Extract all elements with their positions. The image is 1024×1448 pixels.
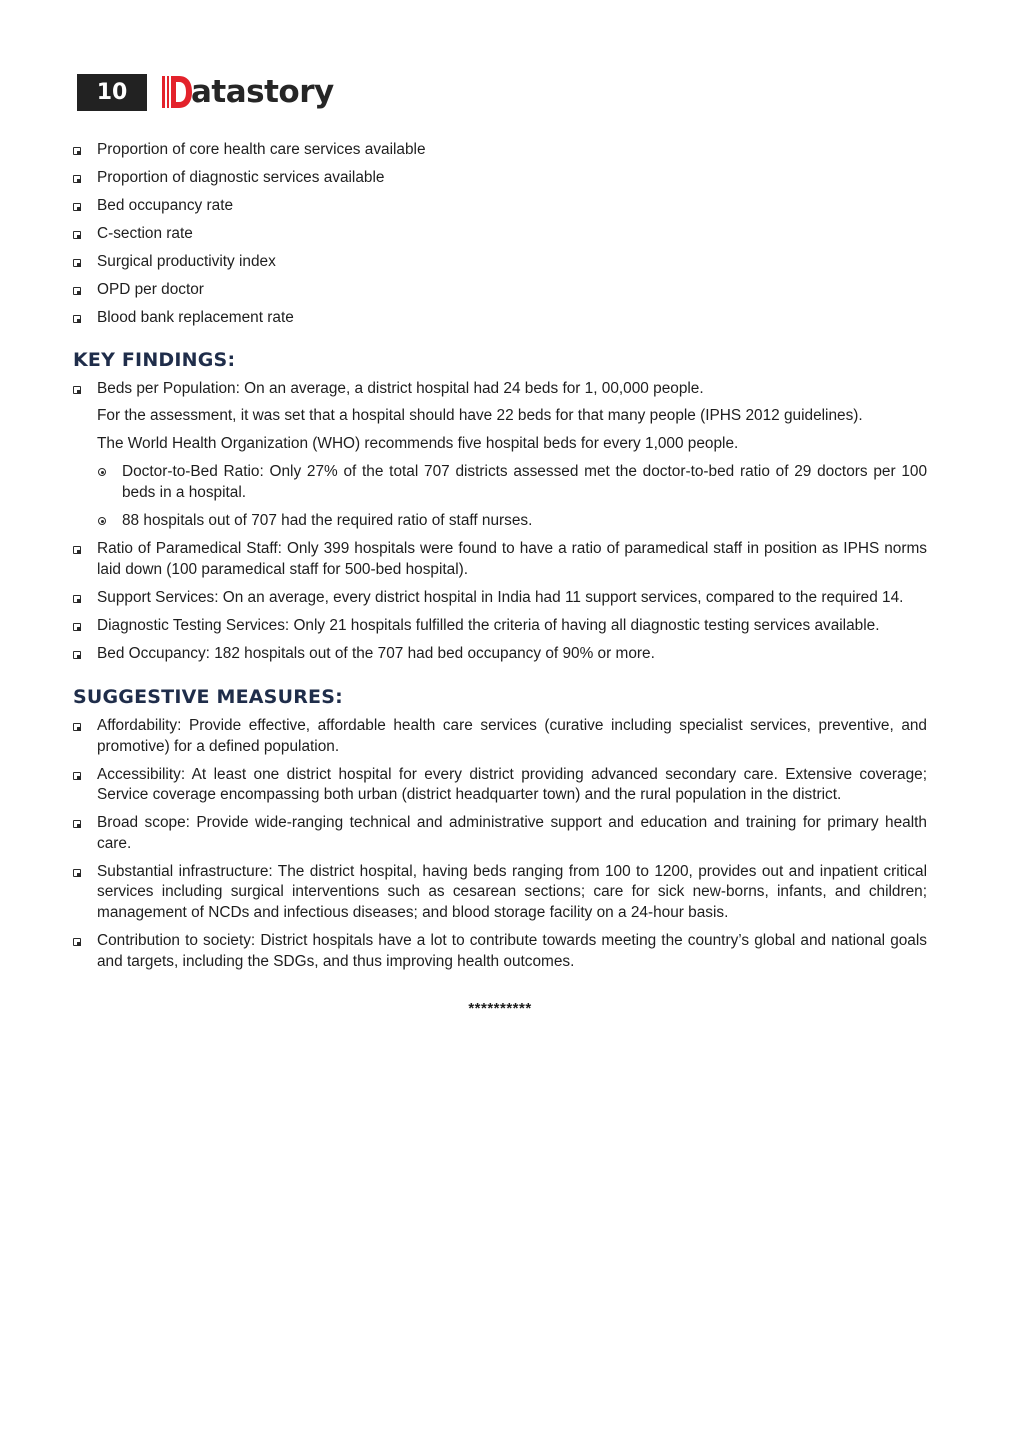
list-item: Bed Occupancy: 182 hospitals out of the 707 had bed occupancy of 90% or more.	[73, 644, 927, 665]
sub-list-item: Doctor-to-Bed Ratio: Only 27% of the total 707 districts assessed met the doctor-to-bed ratio of 29 doctors per 100 beds in a hospital.	[97, 462, 927, 503]
list-item: Proportion of core health care services available	[73, 140, 927, 161]
list-item: Substantial infrastructure: The district hospital, having beds ranging from 100 to 1200, provides out and inpatient critical services including surgical interventions such as cesarean sections; care for sick new-borns, infants, and children; management of NCDs and infectious diseases; and blood storage facility on a 24-hour basis.	[73, 862, 927, 924]
key-findings-list-continued	[73, 539, 927, 664]
beds-sublist	[73, 462, 927, 531]
square-bullet-icon	[73, 147, 81, 155]
square-bullet-icon	[73, 869, 81, 877]
list-item: Contribution to society: District hospitals have a lot to contribute towards meeting the country’s global and national goals and targets, including the SDGs, and thus improving health outcomes.	[73, 931, 927, 972]
list-item: Broad scope: Provide wide-ranging technical and administrative support and education and training for primary health care.	[73, 813, 927, 854]
list-item: Diagnostic Testing Services: Only 21 hospitals fulfilled the criteria of having all diagnostic testing services available.	[73, 616, 927, 637]
list-item: Surgical productivity index	[73, 252, 927, 273]
square-bullet-icon	[73, 820, 81, 828]
page-header	[77, 72, 334, 112]
circle-bullet-icon	[98, 517, 106, 525]
square-bullet-icon	[73, 203, 81, 211]
circle-bullet-icon	[98, 468, 106, 476]
beds-note: For the assessment, it was set that a hospital should have 22 beds for that many people (IPHS 2012 guidelines).	[97, 407, 863, 425]
brand-name: atastory	[191, 73, 334, 110]
list-item: OPD per doctor	[73, 280, 927, 301]
square-bullet-icon	[73, 315, 81, 323]
suggestive-measures-heading: SUGGESTIVE MEASURES:	[73, 686, 343, 709]
key-findings-heading: KEY FINDINGS:	[73, 348, 236, 371]
suggestive-measures-list	[73, 716, 927, 972]
page-content	[73, 140, 927, 1017]
square-bullet-icon	[73, 723, 81, 731]
square-bullet-icon	[73, 231, 81, 239]
list-item: Support Services: On an average, every district hospital in India had 11 support services, compared to the required 14.	[73, 588, 927, 609]
list-item: Accessibility: At least one district hospital for every district providing advanced secondary care. Extensive coverage; Service coverage encompassing both urban (district headquarter town) and the rural population in the district.	[73, 765, 927, 806]
square-bullet-icon	[73, 386, 81, 394]
sub-list-item: 88 hospitals out of 707 had the required ratio of staff nurses.	[97, 511, 927, 532]
who-note: The World Health Organization (WHO) recommends five hospital beds for every 1,000 people.	[97, 435, 739, 453]
square-bullet-icon	[73, 259, 81, 267]
square-bullet-icon	[73, 546, 81, 554]
list-item: Proportion of diagnostic services available	[73, 168, 927, 189]
metrics-list	[73, 140, 927, 329]
square-bullet-icon	[73, 595, 81, 603]
list-item: Affordability: Provide effective, affordable health care services (curative including specialist services, preventive, and promotive) for a defined population.	[73, 716, 927, 757]
square-bullet-icon	[73, 623, 81, 631]
square-bullet-icon	[73, 175, 81, 183]
square-bullet-icon	[73, 772, 81, 780]
datastory-logo-mark-icon	[159, 73, 193, 111]
list-item: C-section rate	[73, 224, 927, 245]
list-item: Ratio of Paramedical Staff: Only 399 hospitals were found to have a ratio of paramedical staff in position as IPHS norms laid down (100 paramedical staff for 500-bed hospital).	[73, 539, 927, 580]
list-item: Beds per Population: On an average, a district hospital had 24 beds for 1, 00,000 people.	[73, 379, 927, 400]
end-of-article-mark: **********	[468, 1000, 532, 1018]
square-bullet-icon	[73, 938, 81, 946]
square-bullet-icon	[73, 287, 81, 295]
list-item: Blood bank replacement rate	[73, 308, 927, 329]
brand-logo	[159, 73, 334, 111]
key-findings-list	[73, 379, 927, 400]
page-number: 10	[77, 74, 147, 111]
list-item: Bed occupancy rate	[73, 196, 927, 217]
square-bullet-icon	[73, 651, 81, 659]
